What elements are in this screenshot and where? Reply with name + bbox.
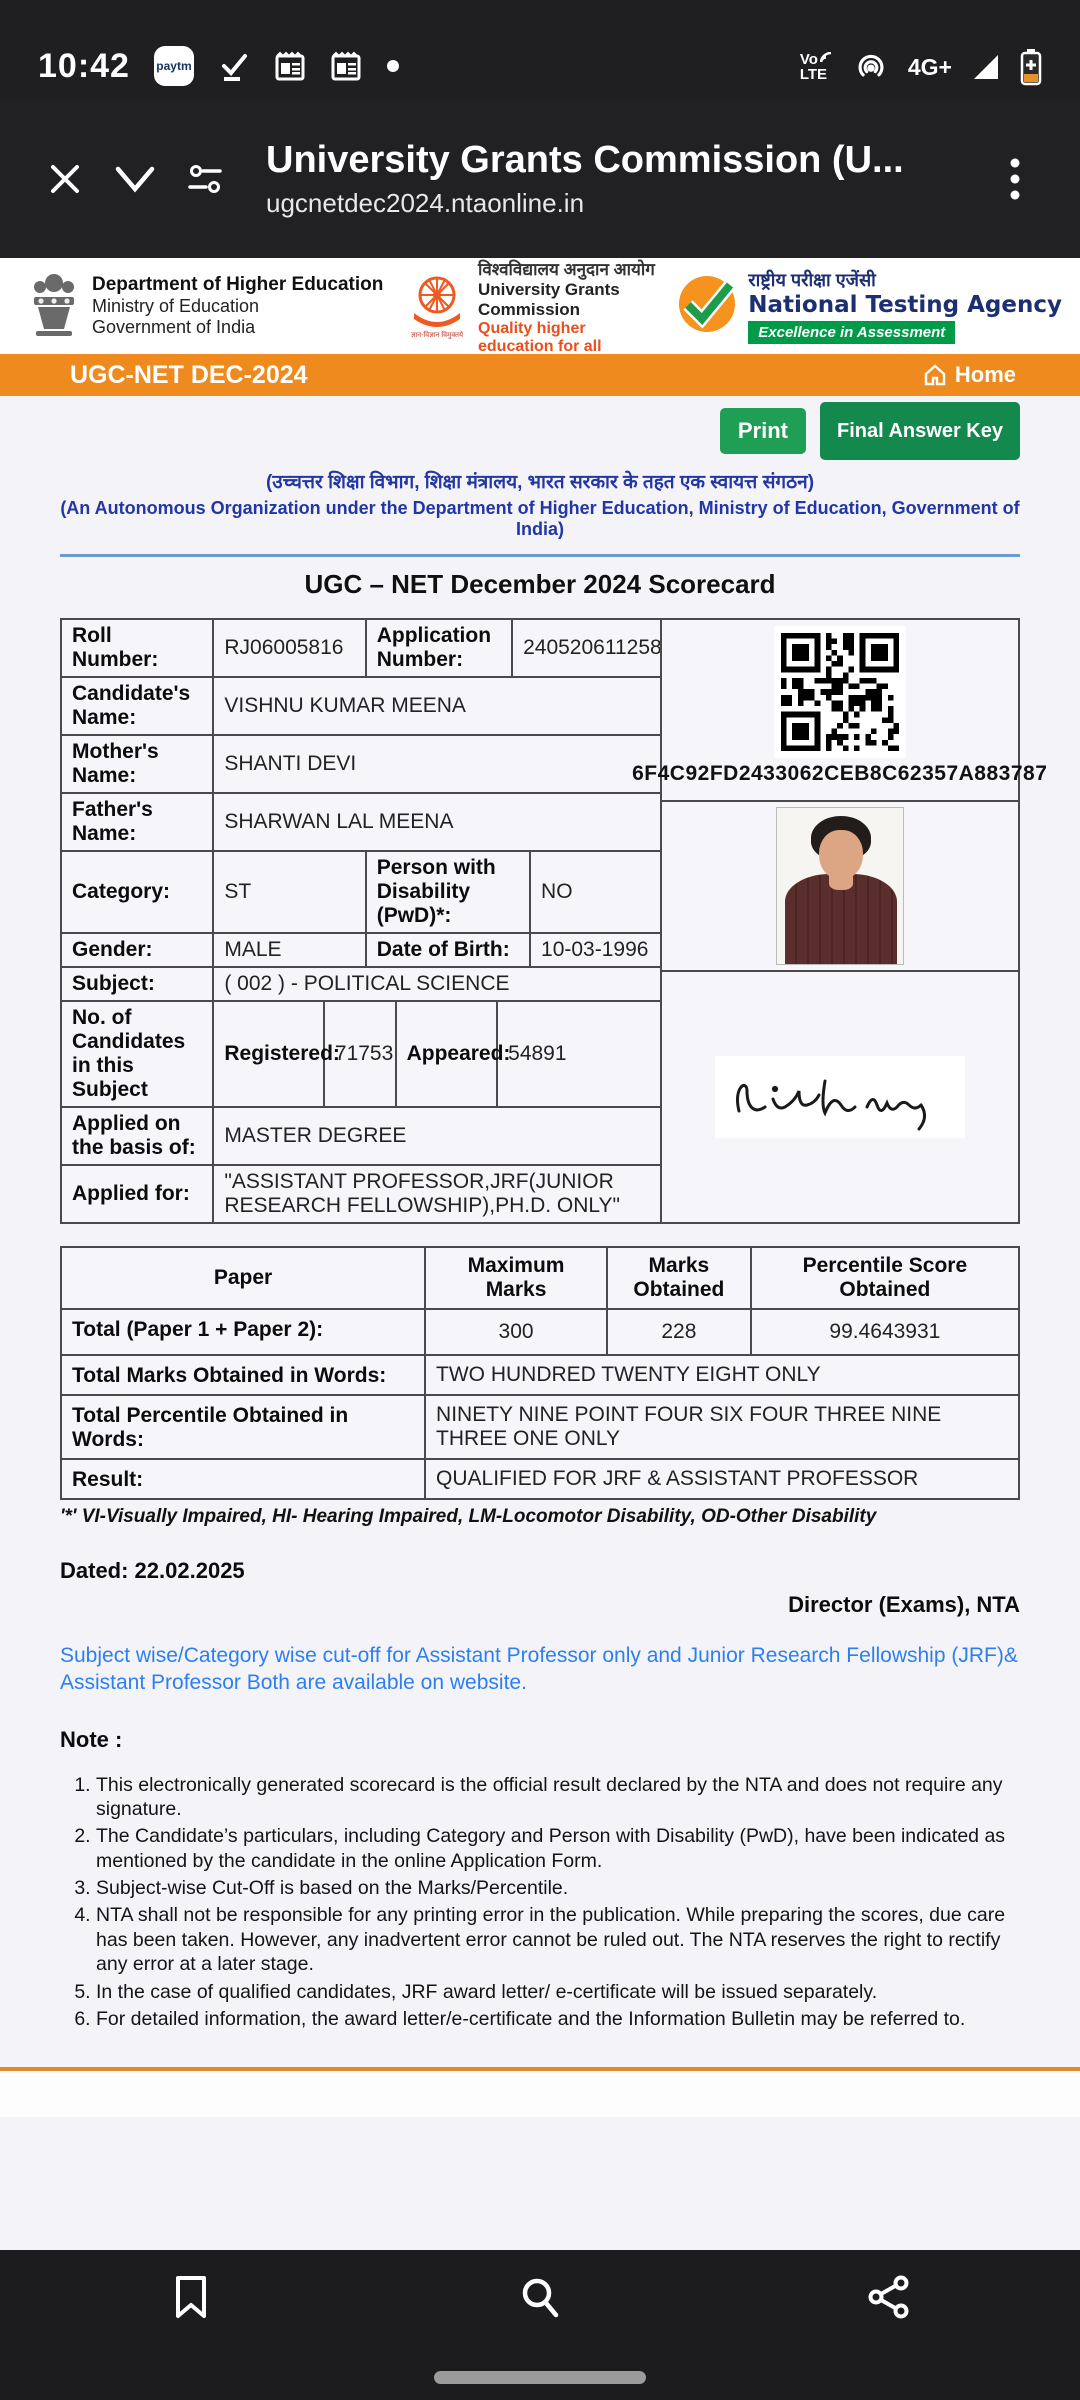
pwd-label: Person with Disability (PwD)*: <box>367 852 531 932</box>
marks-words-label: Total Marks Obtained in Words: <box>61 1355 425 1395</box>
mother-name-label: Mother's Name: <box>62 736 214 792</box>
dept-line3: Government of India <box>92 317 256 337</box>
battery-icon <box>1020 48 1042 86</box>
applied-basis-value: MASTER DEGREE <box>224 1124 407 1147</box>
list-item: 6. For detailed information, the award letter/e-certificate and the Information Bulletin may be referred to. <box>96 2007 1020 2031</box>
candidate-name-value: VISHNU KUMAR MEENA <box>224 694 466 717</box>
category-value: ST <box>214 852 366 932</box>
exam-name: UGC-NET DEC-2024 <box>70 360 308 389</box>
qr-code <box>774 626 906 758</box>
tune-icon[interactable] <box>170 160 240 198</box>
browser-custom-tab-header <box>0 100 1080 258</box>
roll-value: RJ06005816 <box>214 620 366 676</box>
action-buttons <box>60 402 1020 460</box>
ugc-tagline: Quality higher education for all <box>478 319 602 355</box>
nta-badge: Excellence in Assessment <box>748 321 955 344</box>
ugc-logo <box>406 269 468 344</box>
list-item: 4. NTA shall not be responsible for any printing error in the publication. While preparing the scores, due care has been taken. However, any inadvertent error cannot be ruled out. The NTA reserves the right to rectify any error at a later stage. <box>96 1903 1020 1976</box>
subject-label: Subject: <box>62 968 214 1000</box>
ugc-logo-block <box>406 257 664 356</box>
ministry-block <box>28 269 396 344</box>
final-answer-key-button[interactable]: Final Answer Key <box>820 402 1020 460</box>
director-signatory: Director (Exams), NTA <box>788 1592 1020 1617</box>
qr-cell <box>632 620 1048 802</box>
share-icon[interactable] <box>866 2274 912 2320</box>
search-icon[interactable] <box>517 2274 563 2320</box>
page-title: University Grants Commission (U... <box>266 139 904 181</box>
mother-name-value: SHANTI DEVI <box>224 752 357 775</box>
nta-name-hindi: राष्ट्रीय परीक्षा एजेंसी <box>748 270 876 290</box>
father-name-value: SHARWAN LAL MEENA <box>224 810 454 833</box>
gender-value: MALE <box>214 934 366 966</box>
table-row <box>61 1395 1019 1459</box>
percentile-words-value: NINETY NINE POINT FOUR SIX FOUR THREE NINE THREE ONE ONLY <box>425 1395 1019 1459</box>
network-type-indicator: 4G+ <box>907 53 952 80</box>
nta-name: National Testing Agency <box>748 292 1062 318</box>
scorecard-title: UGC – NET December 2024 Scorecard <box>304 569 776 599</box>
marks-obtained-value: 228 <box>607 1309 751 1355</box>
tasks-check-notification-icon <box>218 50 250 82</box>
page-title-block <box>266 139 980 219</box>
volte-indicator: Vo LTE <box>800 52 834 82</box>
candidate-photo-cell <box>662 802 1019 972</box>
qr-hash-text: 6F4C92FD2433062CEB8C62357A883787 <box>632 762 1048 785</box>
browser-bottom-bar <box>0 2250 1080 2400</box>
gesture-handle[interactable] <box>434 2371 646 2384</box>
dept-line1: Department of Higher Education <box>92 274 384 295</box>
org-line-hindi: (उच्चत्तर शिक्षा विभाग, शिक्षा मंत्रालय, भारत सरकार के तहत एक स्वायत्त संगठन) <box>265 472 815 493</box>
disability-footnote: '*' VI-Visually Impaired, HI- Hearing Impaired, LM-Locomotor Disability, OD-Other Disability <box>60 1506 877 1527</box>
menu-three-dots-icon[interactable] <box>980 155 1050 203</box>
candidate-signature <box>715 1056 965 1138</box>
max-marks-value: 300 <box>425 1309 607 1355</box>
marks-header-percentile: Percentile Score Obtained <box>751 1247 1019 1309</box>
percentile-words-label: Total Percentile Obtained in Words: <box>61 1395 425 1459</box>
candidate-details-table <box>60 618 1048 1224</box>
page-url: ugcnetdec2024.ntaonline.in <box>266 188 585 218</box>
news-notification-icon <box>274 50 306 82</box>
dated-text: Dated: 22.02.2025 <box>60 1558 245 1583</box>
marks-header-obtained: Marks Obtained <box>607 1247 751 1309</box>
svg-text:ज्ञान-विज्ञान विमुक्तये: ज्ञान-विज्ञान विमुक्तये <box>410 331 464 339</box>
father-name-label: Father's Name: <box>62 794 214 850</box>
ugc-name-hindi: विश्वविद्यालय अनुदान आयोग <box>478 259 655 279</box>
divider-blue <box>60 554 1020 557</box>
marks-header-paper: Paper <box>61 1247 425 1309</box>
candidate-name-label: Candidate's Name: <box>62 678 214 734</box>
news-notification-icon-2 <box>330 50 362 82</box>
home-link[interactable]: Home <box>923 362 1016 388</box>
table-row <box>61 1309 1019 1355</box>
pwd-value: NO <box>541 880 573 903</box>
dob-value: 10-03-1996 <box>541 938 649 961</box>
clock: 10:42 <box>38 46 130 85</box>
hotspot-icon <box>854 50 888 84</box>
status-bar <box>0 0 1080 100</box>
candidates-count-label: No. of Candidates in this Subject <box>62 1002 214 1106</box>
result-label: Result: <box>61 1459 425 1499</box>
close-icon[interactable] <box>30 159 100 199</box>
marks-header-max: Maximum Marks <box>425 1247 607 1309</box>
category-label: Category: <box>62 852 214 932</box>
application-value: 240520611258 <box>523 636 662 659</box>
bookmark-icon[interactable] <box>168 2274 214 2320</box>
list-item: 5. In the case of qualified candidates, JRF award letter/ e-certificate will be issued separately. <box>96 1980 1020 2004</box>
application-label: Application Number: <box>367 620 513 676</box>
nta-logo <box>674 271 740 342</box>
marks-table <box>60 1246 1020 1500</box>
candidate-photo <box>776 807 904 965</box>
chevron-down-icon[interactable] <box>100 163 170 195</box>
applied-basis-label: Applied on the basis of: <box>62 1108 214 1164</box>
overflow-dot-icon <box>386 59 400 73</box>
print-button[interactable]: Print <box>720 408 806 454</box>
gender-label: Gender: <box>62 934 214 966</box>
signal-strength-icon <box>972 53 1000 81</box>
table-row <box>61 1355 1019 1395</box>
candidate-signature-cell <box>662 972 1019 1222</box>
roll-label: Roll Number: <box>62 620 214 676</box>
percentile-value: 99.4643931 <box>751 1309 1019 1355</box>
table-row <box>61 1459 1019 1499</box>
nta-logo-block <box>674 268 1062 344</box>
notes-list <box>60 1773 1020 2032</box>
ugc-name: University Grants Commission <box>478 279 620 319</box>
result-value: QUALIFIED FOR JRF & ASSISTANT PROFESSOR <box>425 1459 1019 1499</box>
cutoff-link[interactable]: Subject wise/Category wise cut-off for Assistant Professor only and Junior Research Fellowship (JRF)& Assistant Professor Both are available on website. <box>60 1644 1018 1695</box>
org-line-english: (An Autonomous Organization under the Department of Higher Education, Ministry of Education, Government of India) <box>60 498 1020 539</box>
applied-for-label: Applied for: <box>62 1166 214 1222</box>
exam-banner <box>0 354 1080 396</box>
applied-for-value: "ASSISTANT PROFESSOR,JRF(JUNIOR RESEARCH FELLOWSHIP),PH.D. ONLY" <box>224 1170 620 1217</box>
page-end-strip <box>0 2071 1080 2117</box>
india-emblem-logo <box>28 269 80 344</box>
marks-words-value: TWO HUNDRED TWENTY EIGHT ONLY <box>425 1355 1019 1395</box>
list-item: 1. This electronically generated scorecard is the official result declared by the NTA and does not require any signature. <box>96 1773 1020 1822</box>
scorecard-page <box>0 396 1080 2250</box>
home-icon <box>923 363 947 387</box>
appeared-value: 54891 <box>508 1042 567 1065</box>
registered-label: Registered: <box>214 1002 325 1106</box>
total-label: Total (Paper 1 + Paper 2): <box>61 1309 425 1355</box>
subject-value: ( 002 ) - POLITICAL SCIENCE <box>224 972 510 995</box>
list-item: 2. The Candidate’s particulars, including Category and Person with Disability (PwD), have been indicated as mentioned by the candidate in the online Application Form. <box>96 1824 1020 1873</box>
list-item: 3. Subject-wise Cut-Off is based on the Marks/Percentile. <box>96 1876 1020 1900</box>
dob-label: Date of Birth: <box>367 934 531 966</box>
registered-value: 71753 <box>325 1002 397 1106</box>
site-header <box>0 258 1080 354</box>
appeared-label: Appeared: <box>397 1002 499 1106</box>
note-title: Note : <box>60 1726 123 1752</box>
paytm-notification-icon: paytm <box>154 46 194 86</box>
dept-line2: Ministry of Education <box>92 296 260 316</box>
